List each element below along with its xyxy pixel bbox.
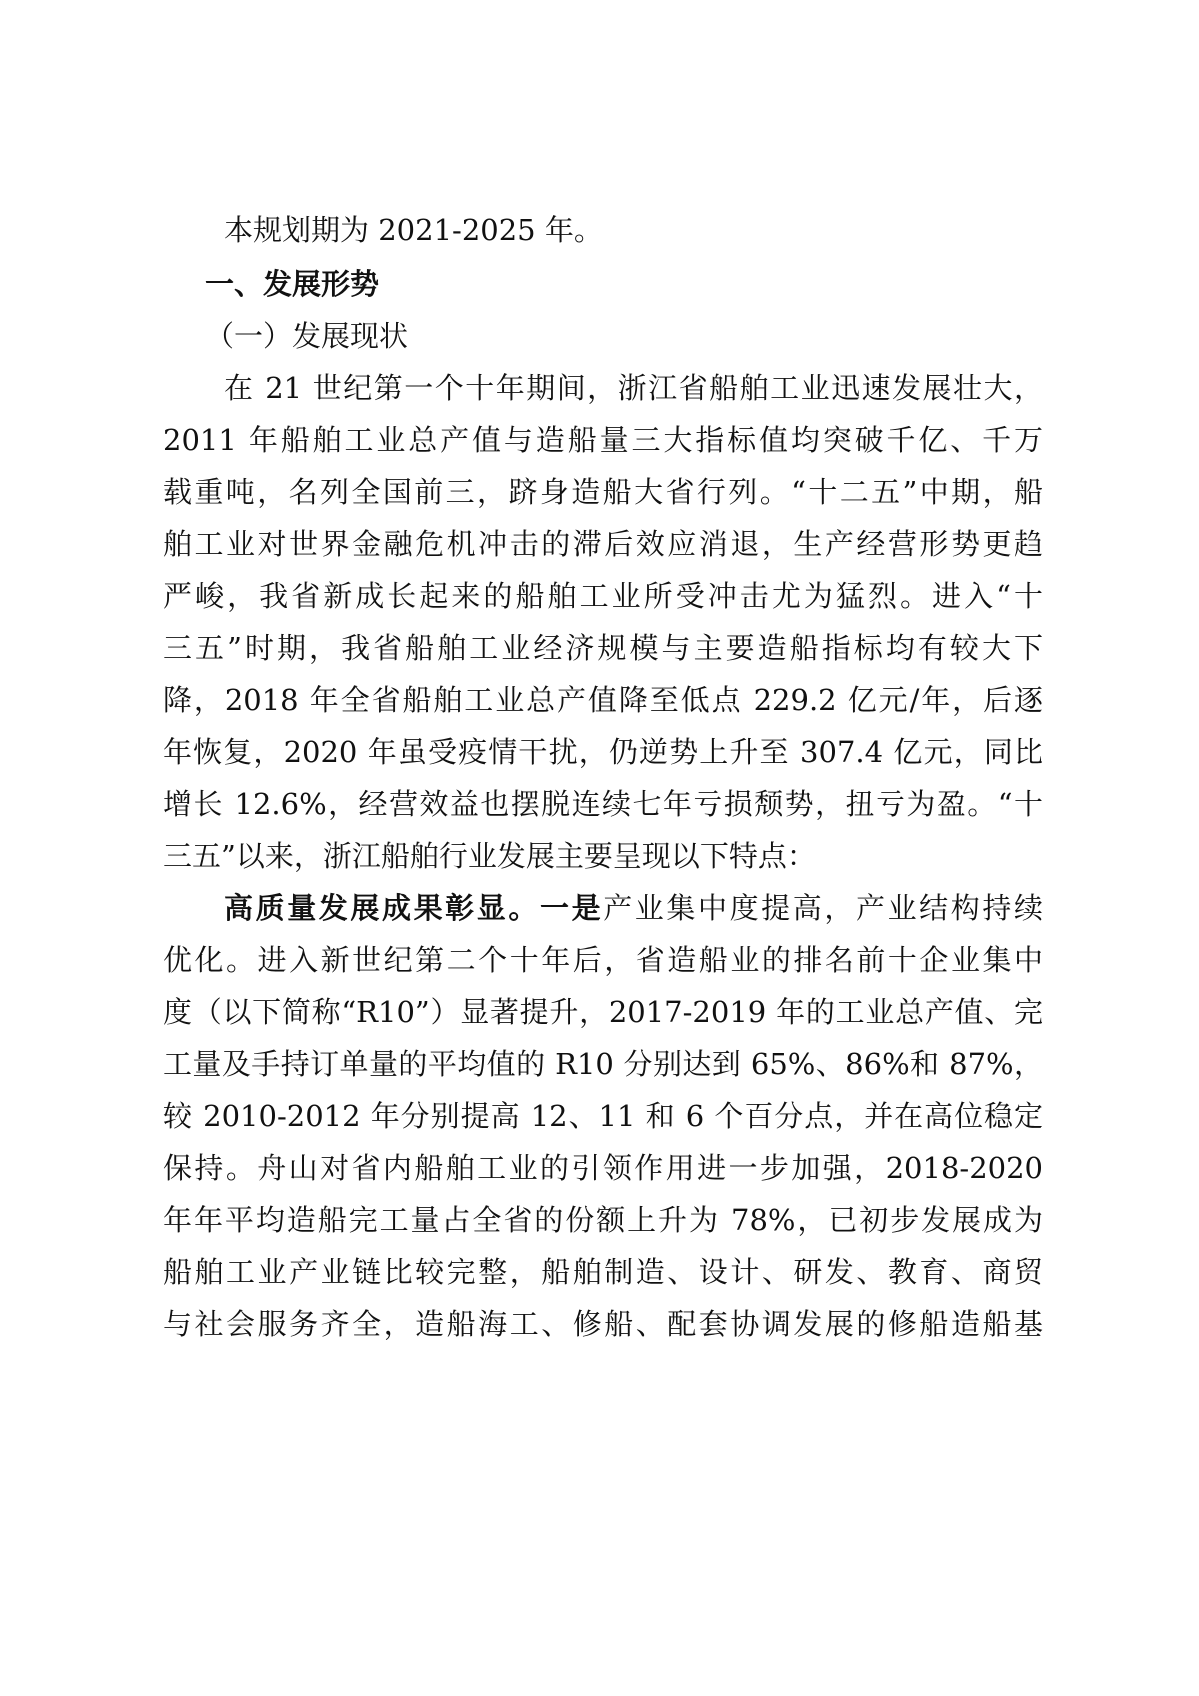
intro-line: 本规划期为 2021-2025 年。 [224,213,603,247]
paragraph-line: 与社会服务齐全，造船海工、修船、配套协调发展的修船造船基 [163,1307,1043,1341]
paragraph-line: 载重吨，名列全国前三，跻身造船大省行列。“十二五”中期，船 [163,475,1043,509]
paragraph-first-line [224,888,1043,928]
paragraph-text: 产业集中度提高，产业结构持续 [603,891,1043,925]
paragraph-line: 船舶工业产业链比较完整，船舶制造、设计、研发、教育、商贸 [163,1255,1043,1289]
paragraph-line: 工量及手持订单量的平均值的 R10 分别达到 65%、86%和 87%， [163,1047,1043,1081]
paragraph-line: 年恢复，2020 年虽受疫情干扰，仍逆势上升至 307.4 亿元，同比 [163,735,1043,769]
paragraph-line: 保持。舟山对省内船舶工业的引领作用进一步加强，2018-2020 [163,1151,1043,1185]
paragraph-line: 年年平均造船完工量占全省的份额上升为 78%，已初步发展成为 [163,1203,1043,1237]
paragraph-line: 度（以下简称“R10”）显著提升，2017-2019 年的工业总产值、完 [163,995,1043,1029]
bold-marker: 一是 [539,891,604,925]
paragraph-line: 三五”时期，我省船舶工业经济规模与主要造船指标均有较大下 [163,631,1043,665]
paragraph-line: 较 2010-2012 年分别提高 12、11 和 6 个百分点，并在高位稳定 [163,1099,1043,1133]
paragraph-line: 降，2018 年全省船舶工业总产值降至低点 229.2 亿元/年，后逐 [163,683,1043,717]
bold-lead: 高质量发展成果彰显。 [224,891,540,925]
subsection-heading: （一）发展现状 [205,319,409,353]
paragraph-line: 2011 年船舶工业总产值与造船量三大指标值均突破千亿、千万 [163,423,1043,457]
paragraph-line: 舶工业对世界金融危机冲击的滞后效应消退，生产经营形势更趋 [163,527,1043,561]
paragraph-line: 在 21 世纪第一个十年期间，浙江省船舶工业迅速发展壮大， [224,371,1043,405]
paragraph-line: 三五”以来，浙江船舶行业发展主要呈现以下特点： [163,839,816,873]
paragraph-line: 增长 12.6%，经营效益也摆脱连续七年亏损颓势，扭亏为盈。“十 [163,787,1043,821]
section-heading: 一、发展形势 [205,267,380,301]
paragraph-line: 优化。进入新世纪第二个十年后，省造船业的排名前十企业集中 [163,943,1043,977]
paragraph-line: 严峻，我省新成长起来的船舶工业所受冲击尤为猛烈。进入“十 [163,579,1043,613]
